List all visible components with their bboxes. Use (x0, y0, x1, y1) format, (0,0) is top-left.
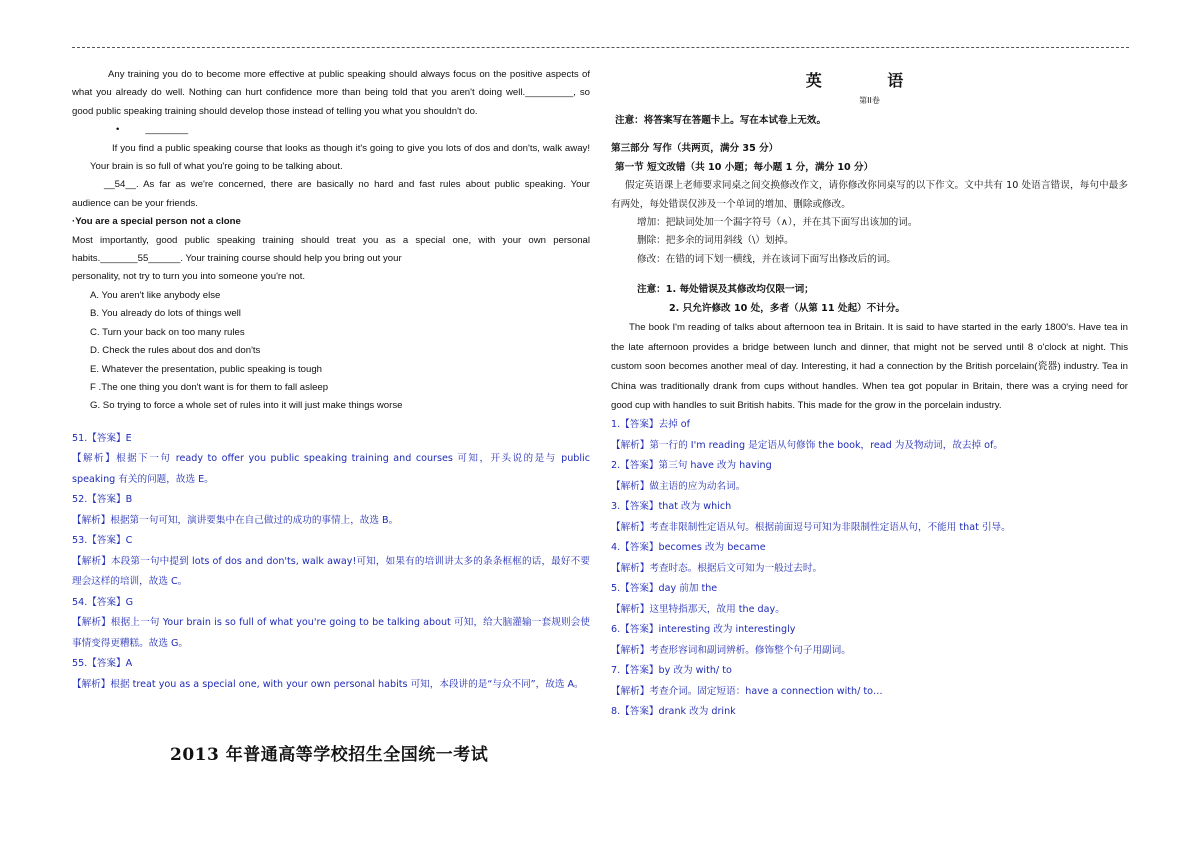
analysis-4: 【解析】考查时态。根据后文可知为一般过去时。 (611, 562, 823, 574)
section-heading: ·You are a special person not a clone (72, 216, 241, 228)
blank-52: ________ (145, 124, 189, 136)
paragraph-4-end: personality, not try to turn you into someone you're not. (72, 271, 306, 283)
option-g: G. So trying to force a whole set of rules into it will just make things worse (90, 400, 403, 412)
gap-2 (611, 269, 1128, 281)
paragraph-2: If you find a public speaking course that looks as though it's going to give you lots of dos and don'ts, walk away! Your brain is so full of what you're going to be talking about. (90, 142, 590, 173)
answer-3: 3.【答案】that 改为 which (611, 501, 732, 513)
paragraph-1-text: Any training you do to become more effective at public speaking should always focus on the positive aspects of what you already do well. Nothing can hurt confidence more than being told that you aren't doing well. (72, 69, 590, 99)
answer-block-left (72, 429, 590, 696)
bullet-icon: • (116, 124, 120, 136)
blank-51: _________ (525, 87, 574, 99)
paragraph-4-text: Most importantly, good public speaking training should treat you as a special one, with your own personal habits. (72, 234, 590, 265)
note-2: 2. 只允许修改 10 处，多者（从第 11 处起）不计分。 (669, 302, 906, 314)
analysis-7: 【解析】考查介词。固定短语：have a connection with/ to… (611, 685, 883, 697)
paragraph-1-rest: , so good public speaking training should develop those instead of telling you what you shouldn't do. (72, 87, 590, 117)
analysis-1: 【解析】第一行的 I'm reading 是定语从句修饰 the book，read 为及物动词，故去掉 of。 (611, 439, 1004, 451)
analysis-52: 【解析】根据第一句可知，演讲要集中在自己做过的成功的事情上，故选 B。 (72, 514, 399, 526)
answer-55: 55.【答案】A (72, 658, 133, 670)
bullet-line (72, 121, 590, 139)
option-b: B. You already do lots of things well (90, 308, 241, 320)
paragraph-4-text-b: . Your training course should help you bring out your (180, 253, 402, 265)
analysis-54: 【解析】根据上一句 Your brain is so full of what you're going to be talking about 可知，给大脑灌输一套规则会使事情变得更糟糕。故选 G。 (72, 617, 590, 649)
instructions: 假定英语课上老师要求同桌之间交换修改作文，请你修改你同桌写的以下作文。文中共有 10 处语言错误，每句中最多有两处，每处错误仅涉及一个单词的增加、删除或修改。 (611, 180, 1128, 210)
answer-6: 6.【答案】interesting 改为 interestingly (611, 624, 796, 636)
answer-8: 8.【答案】drank 改为 drink (611, 706, 736, 718)
subject-title: 英 语 (805, 71, 934, 90)
option-c: C. Turn your back on too many rules (90, 326, 245, 338)
answer-2: 2.【答案】第三句 have 改为 having (611, 460, 772, 472)
analysis-53: 【解析】本段第一句中提到 lots of dos and don'ts, walk away!可知，如果有的培训讲太多的条条框框的话，最好不要理会这样的培训，故选 C。 (72, 555, 590, 588)
answer-51: 51.【答案】E (72, 432, 132, 444)
option-e: E. Whatever the presentation, public speaking is tough (90, 363, 322, 375)
option-f: F .The one thing you don't want is for them to fall asleep (90, 381, 329, 393)
section-1-heading: 第一节 短文改错（共 10 小题；每小题 1 分，满分 10 分） (615, 161, 874, 173)
answer-block-right (611, 415, 1128, 723)
left-column (72, 66, 590, 695)
answer-4: 4.【答案】becomes 改为 became (611, 542, 766, 554)
exam-title: 2013 年普通高等学校招生全国统一考试 (170, 745, 489, 765)
instruction-delete: 删除：把多余的词用斜线（\）划掉。 (637, 235, 794, 247)
blank-55: _______55______ (100, 253, 181, 265)
analysis-5: 【解析】这里特指那天，故用 the day。 (611, 603, 785, 615)
answer-54: 54.【答案】G (72, 596, 134, 608)
answer-5: 5.【答案】day 前加 the (611, 583, 718, 595)
analysis-2: 【解析】做主语的应为动名词。 (611, 480, 746, 492)
analysis-51: 【解析】根据下一句 ready to offer you public speaking training and courses 可知，开头说的是与 public speaking 有关的问题，故选 E。 (72, 453, 590, 485)
paragraph-1 (72, 66, 590, 121)
answer-53: 53.【答案】C (72, 535, 133, 547)
option-a: A. You aren't like anybody else (90, 289, 221, 301)
answer-1: 1.【答案】去掉 of (611, 419, 691, 431)
paragraph-3 (72, 176, 590, 213)
instruction-add: 增加：把缺词处加一个漏字符号（∧），并在其下面写出该加的词。 (637, 217, 918, 229)
spacer (72, 416, 590, 429)
analysis-3: 【解析】考查非限制性定语从句。根据前面逗号可知为非限制性定语从句，不能用 that 引导。 (611, 521, 1011, 533)
top-dashed-rule (72, 47, 1129, 48)
right-column (611, 66, 1128, 723)
answer-7: 7.【答案】by 改为 with/ to (611, 665, 732, 677)
gap (611, 130, 1128, 140)
answer-52: 52.【答案】B (72, 494, 133, 506)
notice: 注意：将答案写在答题卡上。写在本试卷上无效。 (615, 115, 827, 126)
analysis-55: 【解析】根据 treat you as a special one, with your own personal habits 可知，本段讲的是“与众不同”，故选 A。 (72, 678, 584, 690)
note-1: 注意：1. 每处错误及其修改均仅限一词； (637, 284, 814, 296)
blank-54: __54__ (104, 179, 137, 191)
analysis-6: 【解析】考查形容词和副词辨析。修饰整个句子用副词。 (611, 644, 851, 656)
option-d: D. Check the rules about dos and don'ts (90, 345, 261, 357)
paragraph-3-text: . As far as we're concerned, there are basically no hard and fast rules about public speaking. Your audience can be your friends. (72, 179, 590, 209)
passage: The book I'm reading of talks about afternoon tea in Britain. It is said to have started in the early 1800's. Have tea in the late afternoon provides a bridge between lunch and dinner, that might not be served until 8 o'clock at night. This custom soon becomes another meal of day. Interesting, it had a connection by the British porcelain(瓷器) industry. Tea in China was traditionally drank from cups without handles. When tea got popular in Britain, there was a crying need for good cup with handles to suit British habits. This made for the grow in the porcelain industry. (611, 322, 1128, 412)
volume-label: 第II卷 (859, 96, 880, 105)
part-3-heading: 第三部分 写作（共两页，满分 35 分） (611, 143, 779, 155)
instruction-modify: 修改：在错的词下划一横线，并在该词下面写出修改后的词。 (637, 253, 897, 265)
paragraph-4 (72, 232, 590, 269)
